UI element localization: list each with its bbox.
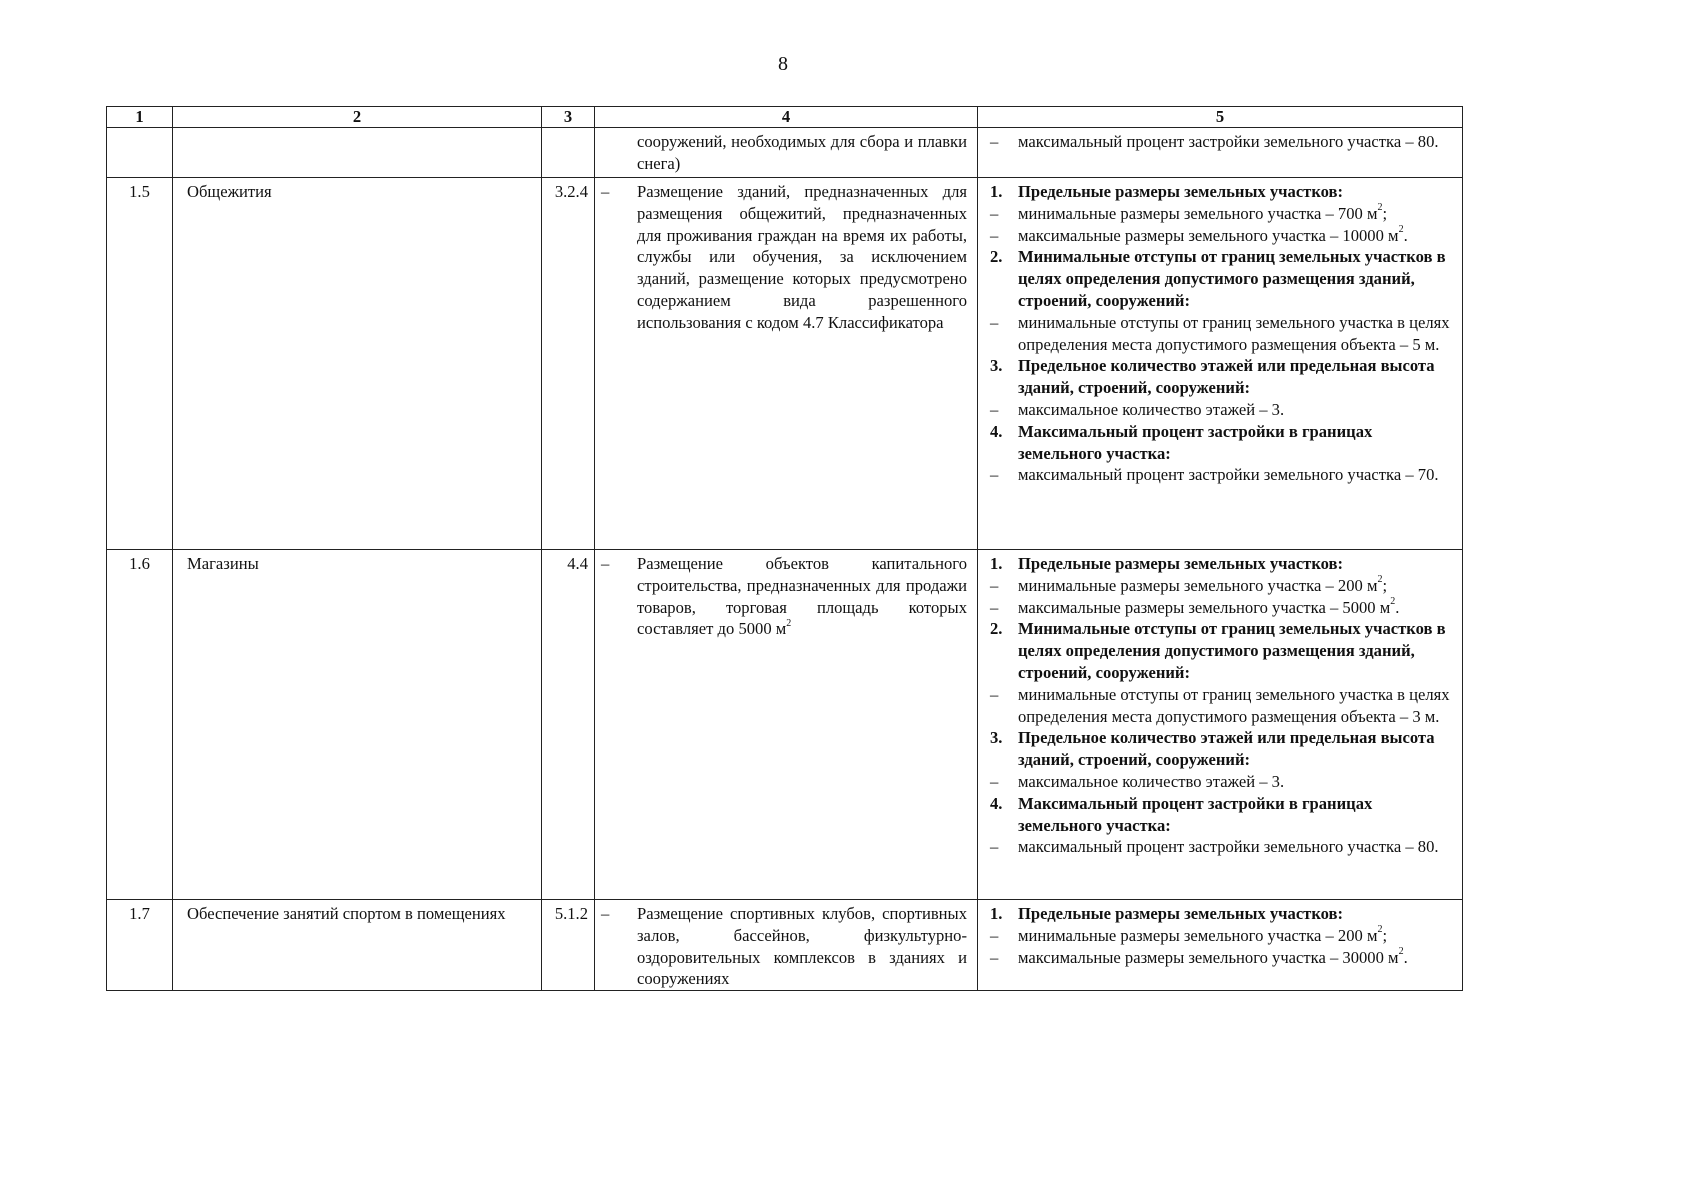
parameter-value <box>990 771 1454 793</box>
parameter-value <box>990 464 1454 486</box>
parameter-value <box>990 225 1454 247</box>
parameter-heading <box>990 421 1454 465</box>
parameter-marker: – <box>990 684 999 704</box>
parameter-marker: 3. <box>990 728 1003 748</box>
parameter-text-content: максимальные размеры земельного участка – 5000 м <box>1018 597 1391 617</box>
parameter-text <box>1018 421 1454 465</box>
parameter-text-content: Предельное количество этажей или предельная высота зданий, строений, сооружений: <box>1018 728 1435 770</box>
table-row <box>107 128 1463 178</box>
parameter-marker: 2. <box>990 619 1003 639</box>
parameter-value <box>990 203 1454 225</box>
parameter-tail: ; <box>1382 203 1388 223</box>
parameters-cell <box>978 178 1463 550</box>
table-row <box>107 178 1463 550</box>
description <box>595 900 977 990</box>
parameter-text-content: максимальный процент застройки земельного участка – 80. <box>1018 837 1439 857</box>
table-row <box>107 900 1463 991</box>
use-name: Обеспечение занятий спортом в помещениях <box>187 904 506 923</box>
parameter-heading <box>990 793 1454 837</box>
parameters-cell <box>978 128 1463 178</box>
description-row <box>601 131 967 175</box>
superscript: 2 <box>1398 224 1404 236</box>
use-name-cell <box>173 178 542 550</box>
parameter-text-content: минимальные размеры земельного участка – 700 м <box>1018 203 1378 223</box>
parameter-tail: ; <box>1382 925 1388 945</box>
zoning-table <box>106 106 1463 991</box>
parameter-text <box>1018 203 1454 225</box>
row-number: 1.5 <box>129 182 150 201</box>
parameter-marker: – <box>990 771 999 791</box>
description-text-content: Размещение спортивных клубов, спортивных залов, бассейнов, физкультурно-оздоровительных комплексов в зданиях и сооружениях <box>637 904 967 989</box>
parameter-value <box>990 684 1454 728</box>
description-text <box>637 181 967 334</box>
parameter-marker: 3. <box>990 356 1003 376</box>
parameter-text-content: Минимальные отступы от границ земельных участков в целях определения допустимого размещения зданий, строений, сооружений: <box>1018 619 1446 682</box>
parameter-marker: – <box>990 575 999 595</box>
parameter-value <box>990 399 1454 421</box>
row-number-cell <box>107 900 173 991</box>
use-code: 4.4 <box>567 554 588 573</box>
parameter-text <box>1018 947 1454 969</box>
parameters <box>978 178 1462 486</box>
parameter-text <box>1018 618 1454 683</box>
parameter-value <box>990 925 1454 947</box>
use-code-cell <box>542 178 595 550</box>
header-col-5: 5 <box>978 107 1463 128</box>
superscript: 2 <box>1377 924 1383 936</box>
parameter-text-content: минимальные отступы от границ земельного участка в целях определения места допустимого размещения объекта – 5 м. <box>1018 312 1450 354</box>
use-name <box>173 128 541 131</box>
parameter-heading <box>990 246 1454 311</box>
parameter-heading <box>990 553 1454 575</box>
parameter-text <box>1018 553 1454 575</box>
superscript: 2 <box>1390 596 1396 608</box>
parameters <box>978 128 1462 153</box>
use-code-cell <box>542 900 595 991</box>
parameter-heading <box>990 903 1454 925</box>
parameter-text <box>1018 771 1454 793</box>
parameter-marker: – <box>990 225 999 245</box>
parameter-heading <box>990 727 1454 771</box>
parameter-marker: 1. <box>990 554 1003 573</box>
use-code-cell <box>542 550 595 900</box>
parameter-text <box>1018 597 1454 619</box>
row-number: 1.7 <box>129 904 150 923</box>
use-code: 3.2.4 <box>554 182 588 201</box>
description-row <box>601 553 967 640</box>
description <box>595 128 977 175</box>
parameter-marker: – <box>990 399 999 419</box>
parameter-marker: – <box>990 132 999 151</box>
description-dash: – <box>601 182 610 201</box>
description-cell <box>595 178 978 550</box>
parameter-text <box>1018 464 1454 486</box>
description-row <box>601 181 967 334</box>
parameter-tail: . <box>1395 597 1400 617</box>
parameter-tail: . <box>1403 947 1408 967</box>
row-number-cell <box>107 178 173 550</box>
parameter-marker: – <box>990 597 999 617</box>
parameter-text <box>1018 793 1454 837</box>
parameter-text-content: максимальное количество этажей – 3. <box>1018 399 1285 419</box>
parameter-text-content: минимальные размеры земельного участка – 200 м <box>1018 575 1378 595</box>
parameter-marker: 2. <box>990 247 1003 267</box>
parameter-text-content: Предельные размеры земельных участков: <box>1018 554 1344 573</box>
parameter-marker: 4. <box>990 421 1003 441</box>
parameter-text <box>1018 925 1454 947</box>
superscript: 2 <box>1398 946 1404 958</box>
parameter-tail: ; <box>1382 575 1388 595</box>
header-col-1: 1 <box>107 107 173 128</box>
use-code <box>542 128 594 131</box>
parameter-marker: 1. <box>990 904 1003 923</box>
description-text-content: сооружений, необходимых для сбора и плавки снега) <box>637 132 967 173</box>
parameter-text <box>1018 181 1454 203</box>
parameter-text-content: минимальные отступы от границ земельного участка в целях определения места допустимого размещения объекта – 3 м. <box>1018 684 1450 726</box>
header-col-3: 3 <box>542 107 595 128</box>
parameter-marker: 1. <box>990 182 1003 201</box>
description-cell <box>595 550 978 900</box>
parameter-value <box>990 836 1454 858</box>
parameter-text-content: минимальные размеры земельного участка – 200 м <box>1018 925 1378 945</box>
parameter-marker: 4. <box>990 793 1003 813</box>
header-col-2: 2 <box>173 107 542 128</box>
use-name-cell <box>173 128 542 178</box>
parameters-cell <box>978 900 1463 991</box>
row-number-cell <box>107 128 173 178</box>
description-dash <box>601 131 637 175</box>
row-number: 1.6 <box>129 554 150 573</box>
parameter-value <box>990 131 1454 153</box>
parameter-text <box>1018 355 1454 399</box>
table-header-row <box>107 107 1463 128</box>
parameter-text-content: Минимальные отступы от границ земельных участков в целях определения допустимого размещения зданий, строений, сооружений: <box>1018 247 1446 310</box>
description-dash: – <box>601 904 610 923</box>
description-dash: – <box>601 554 610 573</box>
parameter-value <box>990 597 1454 619</box>
description-row <box>601 903 967 990</box>
parameter-value <box>990 312 1454 356</box>
parameter-text <box>1018 903 1454 925</box>
description-cell <box>595 900 978 991</box>
description-text <box>637 131 967 175</box>
description <box>595 178 977 334</box>
use-name-cell <box>173 550 542 900</box>
parameter-text-content: максимальный процент застройки земельного участка – 70. <box>1018 465 1439 485</box>
parameter-text <box>1018 399 1454 421</box>
parameter-text-content: Максимальный процент застройки в границах земельного участка: <box>1018 421 1373 463</box>
parameter-text-content: Предельные размеры земельных участков: <box>1018 182 1344 201</box>
parameter-text-content: Предельное количество этажей или предельная высота зданий, строений, сооружений: <box>1018 356 1435 398</box>
use-code-cell <box>542 128 595 178</box>
parameter-heading <box>990 355 1454 399</box>
parameter-text <box>1018 131 1454 153</box>
parameter-text-content: максимальный процент застройки земельного участка – 80. <box>1018 132 1439 151</box>
superscript: 2 <box>786 617 792 629</box>
parameter-text-content: максимальное количество этажей – 3. <box>1018 771 1285 791</box>
parameters-cell <box>978 550 1463 900</box>
description-text <box>637 903 967 990</box>
row-number-cell <box>107 550 173 900</box>
parameters <box>978 550 1462 858</box>
parameter-text-content: максимальные размеры земельного участка – 30000 м <box>1018 947 1399 967</box>
superscript: 2 <box>1377 202 1383 214</box>
parameter-text <box>1018 684 1454 728</box>
parameter-text-content: Предельные размеры земельных участков: <box>1018 904 1344 923</box>
superscript: 2 <box>1377 574 1383 586</box>
parameter-marker: – <box>990 465 999 485</box>
parameter-marker: – <box>990 947 999 967</box>
description <box>595 550 977 640</box>
use-code: 5.1.2 <box>554 904 588 923</box>
parameter-marker: – <box>990 837 999 857</box>
parameter-text <box>1018 727 1454 771</box>
parameter-marker: – <box>990 203 999 223</box>
description-text <box>637 553 967 640</box>
use-name: Магазины <box>187 554 259 573</box>
use-name: Общежития <box>187 182 272 201</box>
parameters <box>978 900 1462 968</box>
description-cell <box>595 128 978 178</box>
table-row <box>107 550 1463 900</box>
parameter-text <box>1018 312 1454 356</box>
use-name-cell <box>173 900 542 991</box>
page-number: 8 <box>778 53 788 75</box>
parameter-text <box>1018 225 1454 247</box>
row-number <box>107 128 172 131</box>
parameter-value <box>990 947 1454 969</box>
description-text-content: Размещение объектов капитального строительства, предназначенных для продажи товаров, торговая площадь которых составляет до 5000 м <box>637 554 967 639</box>
parameter-heading <box>990 618 1454 683</box>
parameter-heading <box>990 181 1454 203</box>
parameter-tail: . <box>1403 225 1408 245</box>
parameter-text <box>1018 836 1454 858</box>
header-col-4: 4 <box>595 107 978 128</box>
parameter-marker: – <box>990 925 999 945</box>
parameter-marker: – <box>990 312 999 332</box>
parameter-text <box>1018 575 1454 597</box>
parameter-text-content: максимальные размеры земельного участка – 10000 м <box>1018 225 1399 245</box>
parameter-value <box>990 575 1454 597</box>
parameter-text-content: Максимальный процент застройки в границах земельного участка: <box>1018 793 1373 835</box>
description-text-content: Размещение зданий, предназначенных для размещения общежитий, предназначенных для проживания граждан на время их работы, службы или обучения, за исключением зданий, размещение которых предусмотрено содержанием вида разрешенного использования с кодом 4.7 Классификатора <box>637 182 967 332</box>
parameter-text <box>1018 246 1454 311</box>
